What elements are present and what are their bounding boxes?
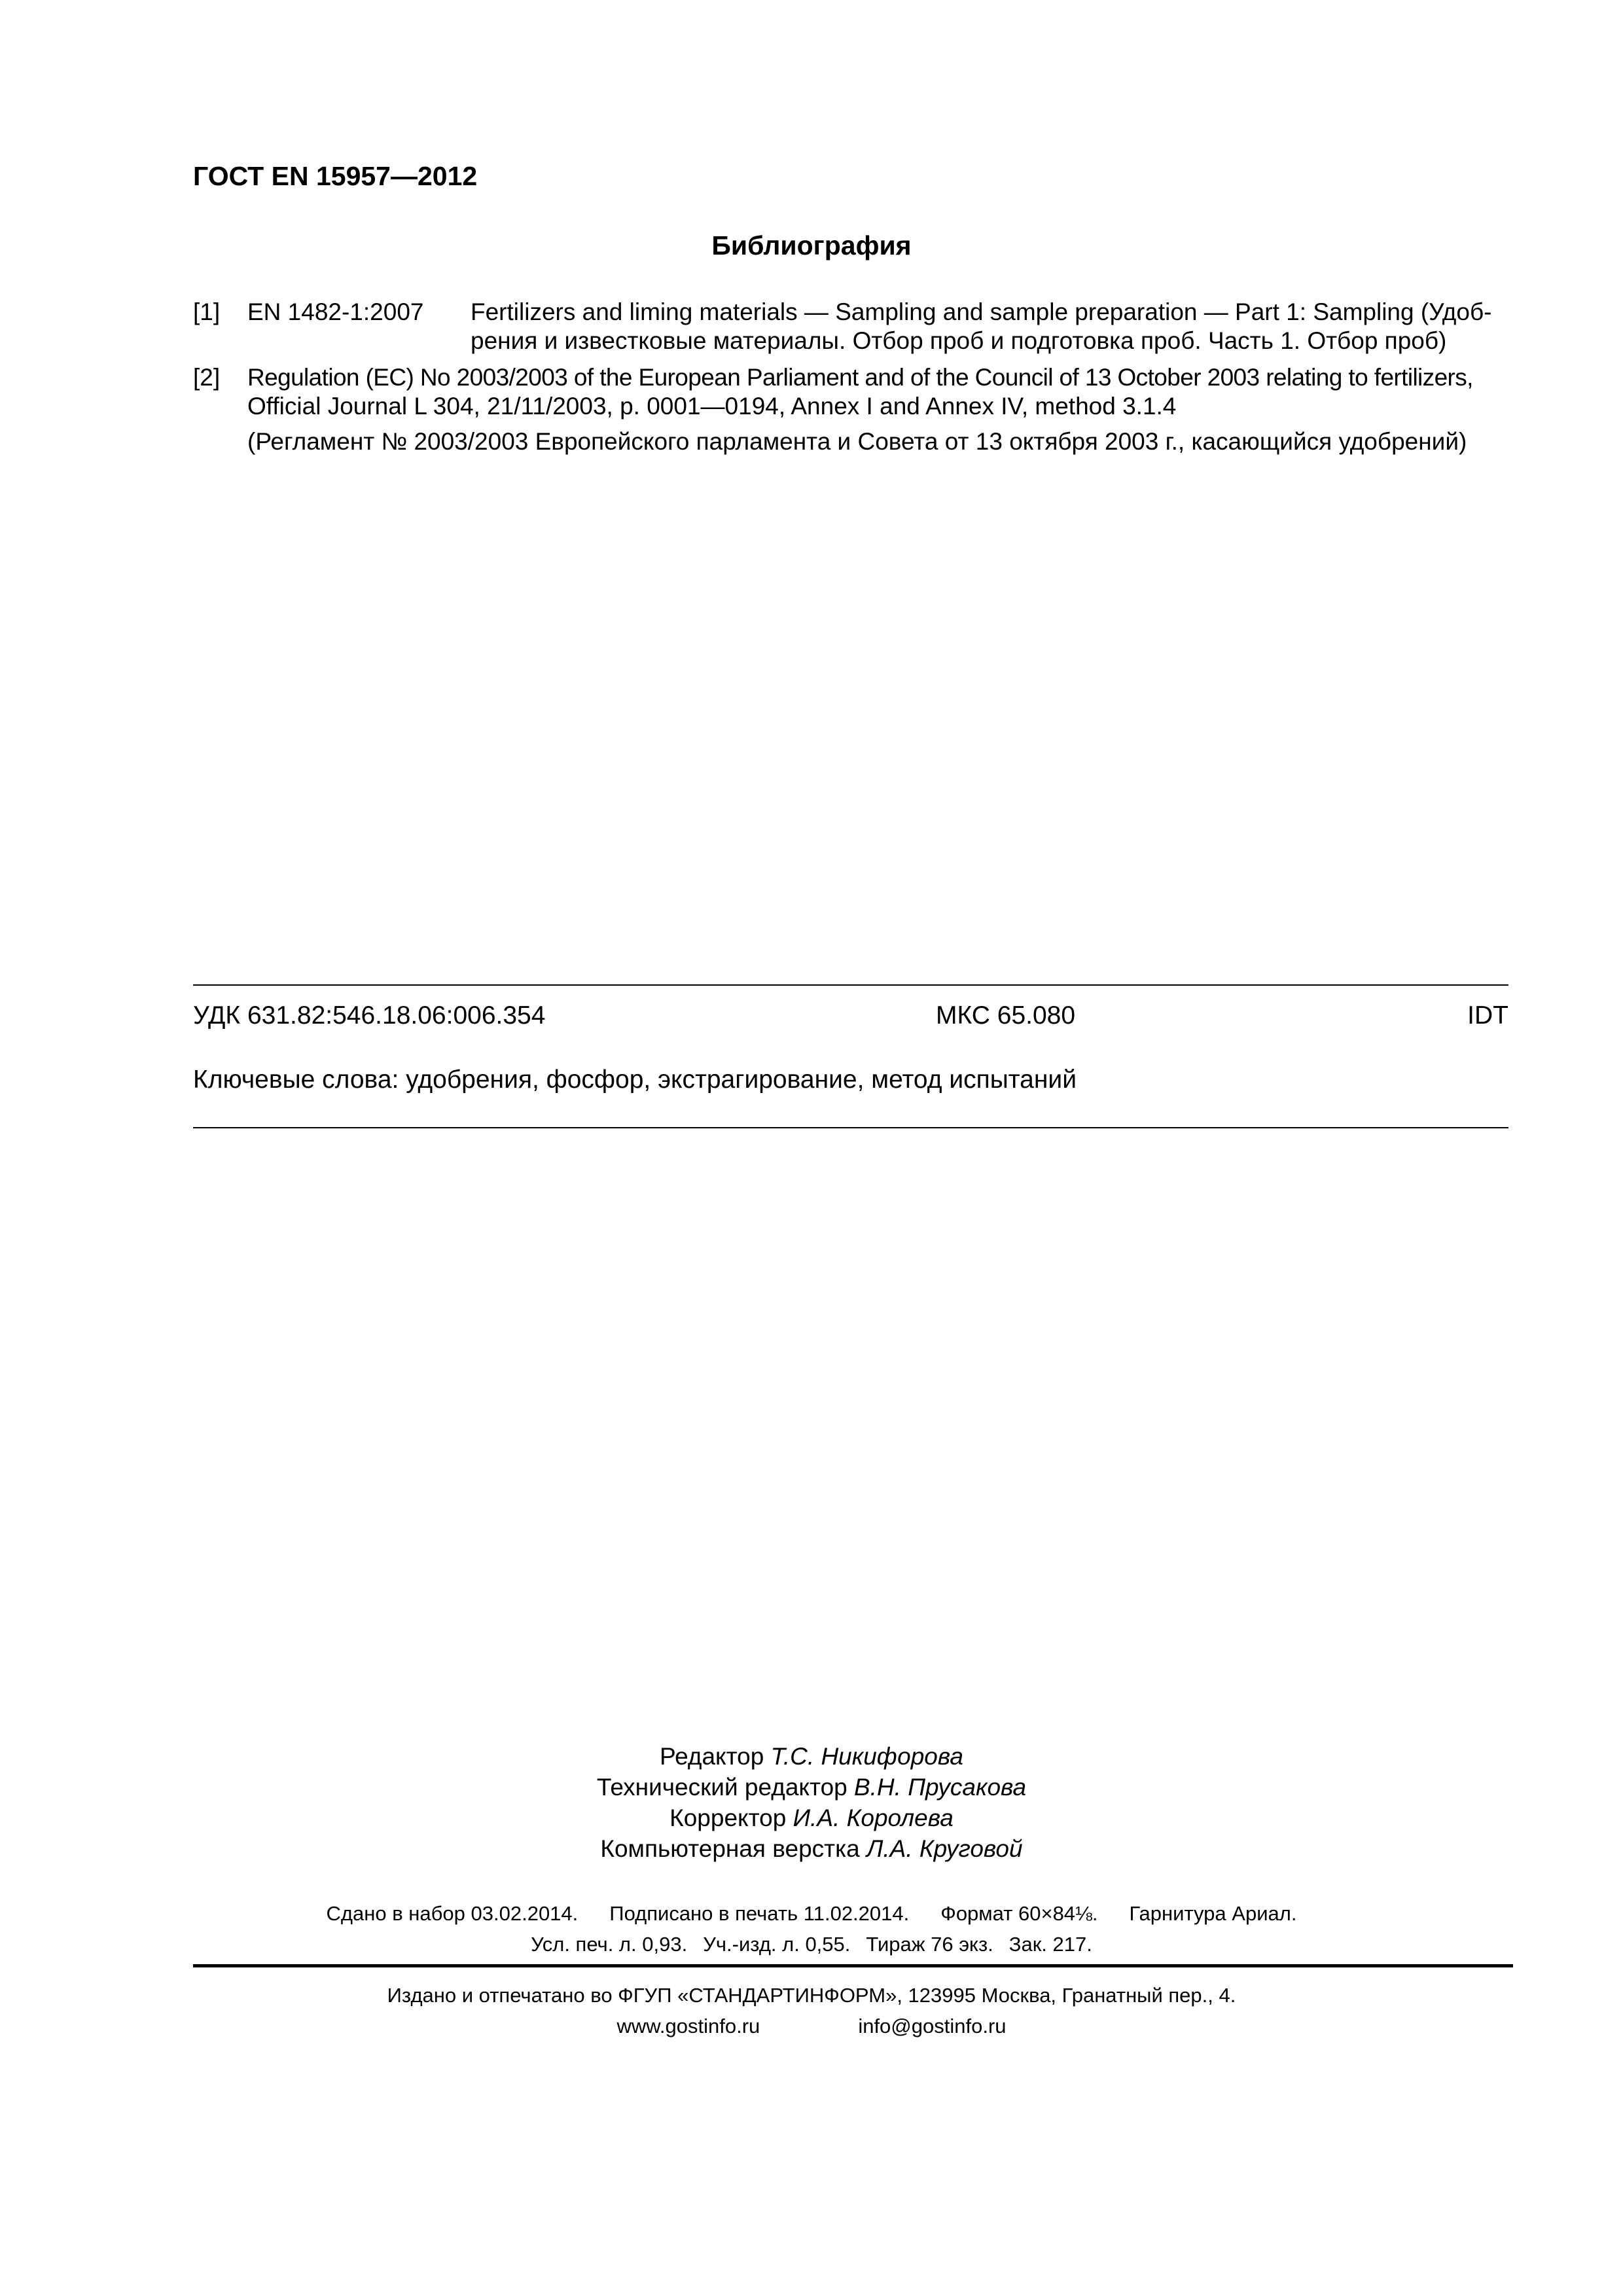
bibliography-entry <box>0 298 1623 357</box>
thick-divider-line <box>193 1964 1513 1967</box>
publisher-info <box>0 1980 1623 2041</box>
document-header: ГОСТ EN 15957—2012 <box>193 161 478 191</box>
credit-line: Редактор Т.С. Никифорова <box>660 1743 963 1770</box>
bibliography-title: Библиография <box>711 230 912 260</box>
entry-number: [2] <box>193 364 221 391</box>
website-link[interactable]: www.gostinfo.ru <box>616 2015 760 2037</box>
credit-line: Технический редактор В.Н. Прусакова <box>596 1774 1027 1801</box>
entry-text-line: (Регламент № 2003/2003 Европейского парламента и Совета от 13 октября 2003 г., касающийся удобрений) <box>247 428 1467 455</box>
credit-line: Компьютерная верстка Л.А. Круговой <box>600 1835 1023 1862</box>
divider-line <box>193 1127 1508 1128</box>
divider-line <box>193 984 1508 986</box>
entry-text-line: Regulation (EC) No 2003/2003 of the European Parliament and of the Council of 13 October 2003 relating to fertilizers, <box>247 364 1473 391</box>
entry-text-line: рения и известковые материалы. Отбор проб и подготовка проб. Часть 1. Отбор проб) <box>471 327 1447 354</box>
email-link[interactable]: info@gostinfo.ru <box>858 2015 1007 2037</box>
entry-text-line: Fertilizers and liming materials — Sampling and sample preparation — Part 1: Sampling (Удоб- <box>471 298 1492 325</box>
publication-info <box>0 1898 1623 1960</box>
entry-number: [1] <box>193 298 221 325</box>
credit-line: Корректор И.А. Королева <box>669 1804 954 1831</box>
entry-code: EN 1482-1:2007 <box>247 298 424 325</box>
credits-block <box>0 1741 1623 1864</box>
publication-line: Сдано в набор 03.02.2014. Подписано в печать 11.02.2014. Формат 60×84⅛. Гарнитура Ариал. <box>326 1902 1297 1925</box>
publisher-contacts <box>0 2011 1623 2041</box>
bibliography-entry <box>0 363 1623 458</box>
mks-code: МКС 65.080 <box>936 1001 1076 1030</box>
publication-line: Усл. печ. л. 0,93. Уч.-изд. л. 0,55. Тираж 76 экз. Зак. 217. <box>531 1933 1092 1956</box>
publisher-line: Издано и отпечатано во ФГУП «СТАНДАРТИНФОРМ», 123995 Москва, Гранатный пер., 4. <box>387 1984 1236 2007</box>
udk-code: УДК 631.82:546.18.06:006.354 <box>193 1001 546 1030</box>
keywords: Ключевые слова: удобрения, фосфор, экстрагирование, метод испытаний <box>193 1066 1077 1094</box>
idt-label: IDT <box>1467 1001 1508 1030</box>
entry-text-line: Official Journal L 304, 21/11/2003, p. 0001—0194, Annex I and Annex IV, method 3.1.4 <box>247 393 1177 420</box>
